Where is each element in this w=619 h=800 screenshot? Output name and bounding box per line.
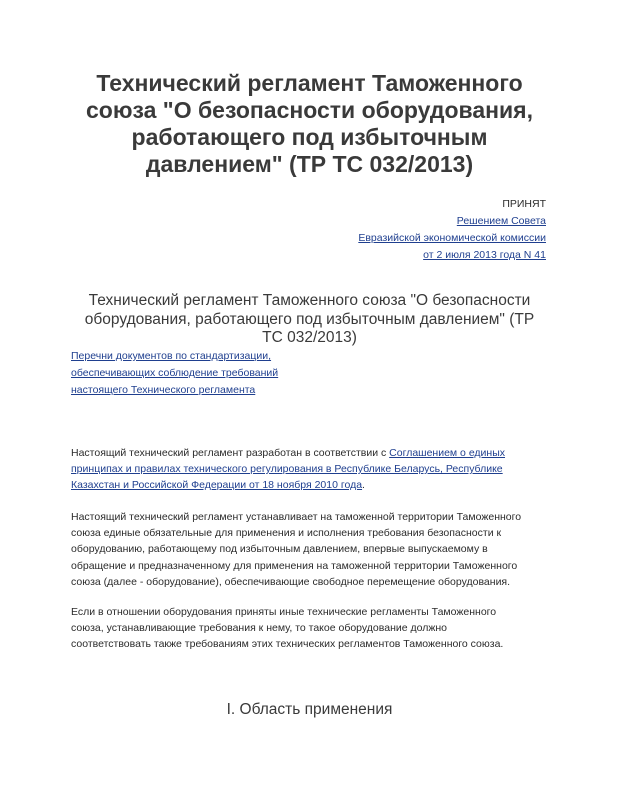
standards-list-link-line[interactable]: настоящего Технического регламента xyxy=(71,384,256,396)
paragraph-text: Настоящий технический регламент разработан в соответствии с xyxy=(71,447,390,459)
agreement-link[interactable]: принципах и правилах технического регулирования в Республике Беларусь, Республике xyxy=(71,463,503,476)
agreement-link[interactable]: Соглашением о единых xyxy=(389,447,506,459)
paragraph-line xyxy=(71,477,551,493)
paragraph-scope-requirements xyxy=(71,509,551,590)
standards-list-link-line[interactable]: Перечни документов по стандартизации, xyxy=(71,350,272,362)
document-title-line: Технический регламент Таможенного xyxy=(96,70,523,96)
paragraph-text: . xyxy=(362,479,365,492)
standards-list-link-line[interactable]: обеспечивающих соблюдение требований xyxy=(71,367,279,379)
document-title-line: давлением" (ТР ТС 032/2013) xyxy=(145,151,474,177)
commission-link[interactable]: Евразийской экономической комиссии xyxy=(358,232,546,244)
document-subtitle-line: оборудования, работающего под избыточным давлением" (ТР xyxy=(84,310,535,328)
document-title-line: союза "О безопасности оборудования, xyxy=(86,97,533,123)
paragraph-line: союза (далее - оборудование), обеспечивающие свободное перемещение оборудования. xyxy=(71,575,511,588)
paragraph-line: союза единые обязательные для применения и исполнения требования безопасности к xyxy=(71,527,502,540)
paragraph-line: соответствовать также требованиям этих технических регламентов Таможенного союза. xyxy=(71,638,504,651)
paragraph-line xyxy=(71,445,551,461)
section-heading-scope: I. Область применения xyxy=(226,701,393,718)
paragraph-line: оборудованию, работающему под избыточным давлением, впервые выпускаемому в xyxy=(71,543,488,556)
adoption-accepted: ПРИНЯТ xyxy=(502,198,546,210)
decision-date-link[interactable]: от 2 июля 2013 года N 41 xyxy=(423,249,546,261)
document-subtitle xyxy=(60,292,559,348)
paragraph-other-regulations xyxy=(71,604,551,653)
document-subtitle-line: Технический регламент Таможенного союза "О безопасности xyxy=(88,292,531,309)
agreement-link[interactable]: Казахстан и Российской Федерации от 18 ноября 2010 года xyxy=(71,479,363,492)
paragraph-line: союза, устанавливающие требования к нему, то такое оборудование должно xyxy=(71,622,448,635)
document-title xyxy=(60,70,559,178)
document-subtitle-line: ТС 032/2013) xyxy=(262,329,357,346)
adoption-block xyxy=(358,196,546,264)
paragraph-line xyxy=(71,461,551,477)
paragraph-line: Настоящий технический регламент устанавливает на таможенной территории Таможенного xyxy=(71,511,522,523)
decision-link[interactable]: Решением Совета xyxy=(456,215,546,227)
paragraph-line: обращение и предназначенному для применения на таможенной территории Таможенного xyxy=(71,559,518,572)
paragraph-agreement xyxy=(71,445,551,494)
paragraph-line: Если в отношении оборудования приняты иные технические регламенты Таможенного xyxy=(71,606,497,618)
standards-list-link[interactable] xyxy=(71,348,278,399)
document-title-line: работающего под избыточным xyxy=(131,124,488,150)
